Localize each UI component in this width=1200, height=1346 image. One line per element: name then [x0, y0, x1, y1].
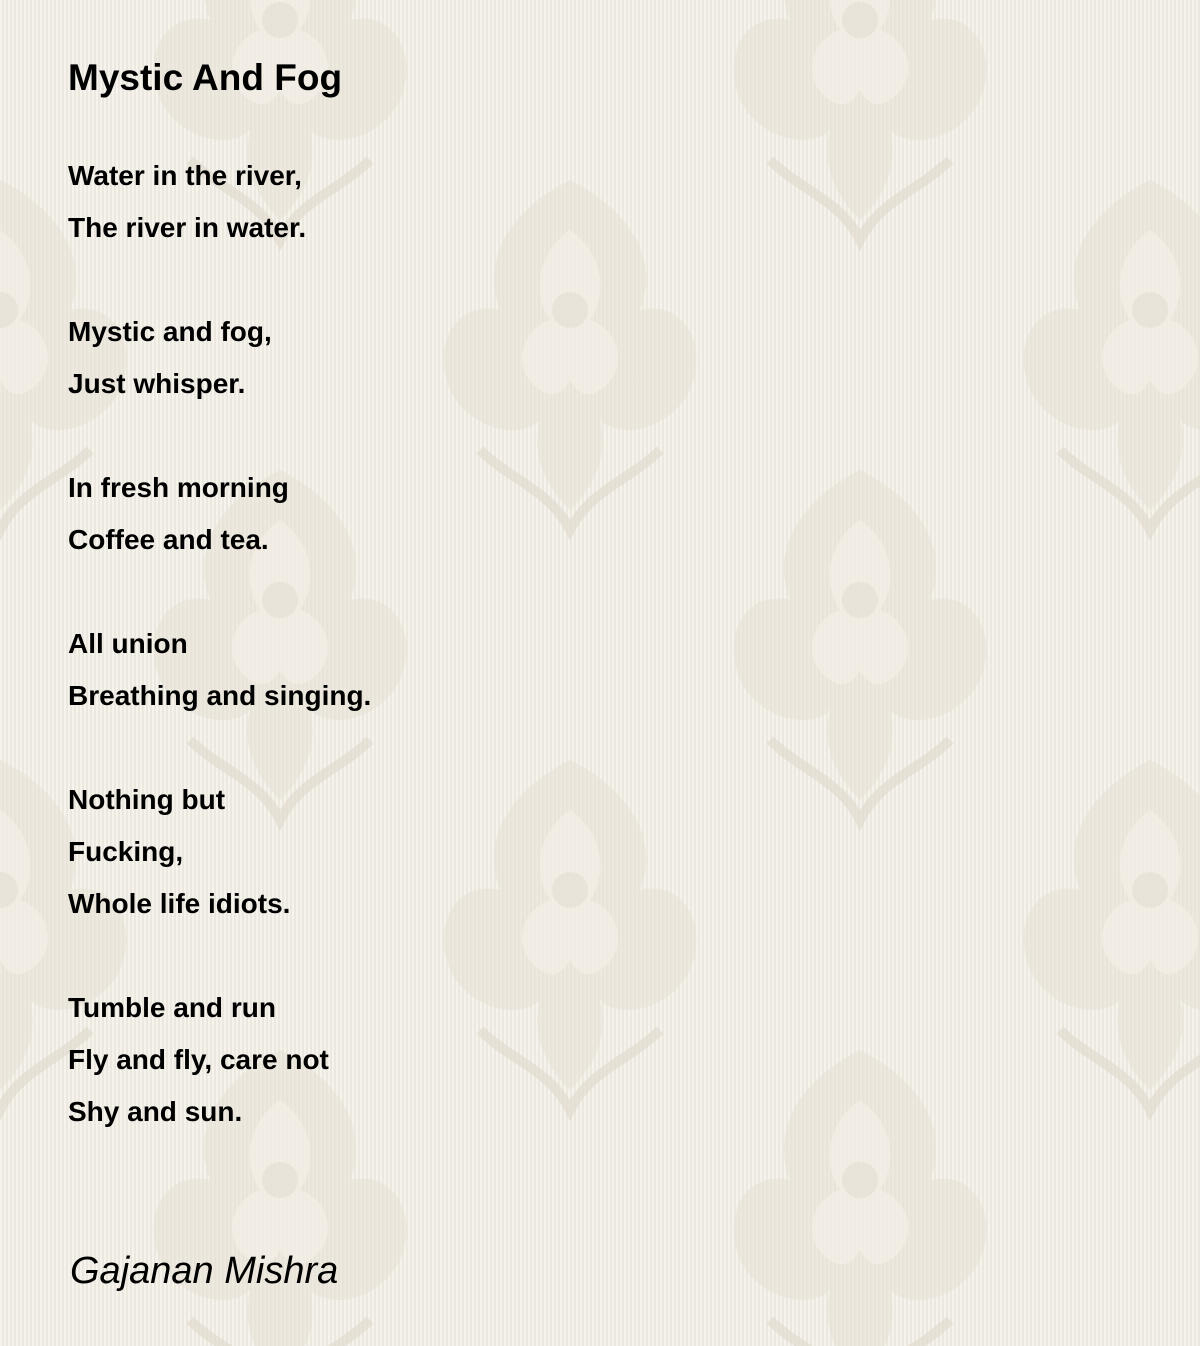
stanza: [68, 982, 768, 1138]
poem-line: All union: [68, 628, 188, 659]
stanza: [68, 150, 768, 254]
poem-line: Nothing but: [68, 784, 226, 815]
poem-author: Gajanan Mishra: [70, 1250, 339, 1292]
poem-line: Whole life idiots.: [68, 888, 291, 919]
poem-line: Mystic and fog,: [68, 316, 272, 347]
stanza: [68, 618, 768, 722]
poem-line: Tumble and run: [68, 992, 276, 1023]
poem-line: In fresh morning: [68, 472, 289, 503]
poem-line: Breathing and singing.: [68, 680, 372, 711]
poem-line: Coffee and tea.: [68, 524, 269, 555]
poem-title: Mystic And Fog: [68, 57, 343, 98]
poem-body: [68, 150, 768, 1190]
stanza: [68, 774, 768, 930]
poem-line: The river in water.: [68, 212, 307, 243]
poem-line: Shy and sun.: [68, 1096, 243, 1127]
stanza: [68, 306, 768, 410]
stanza: [68, 462, 768, 566]
poem-line: Fucking,: [68, 836, 184, 867]
poem-line: Fly and fly, care not: [68, 1044, 329, 1075]
poem-line: Just whisper.: [68, 368, 246, 399]
poem-line: Water in the river,: [68, 160, 302, 191]
